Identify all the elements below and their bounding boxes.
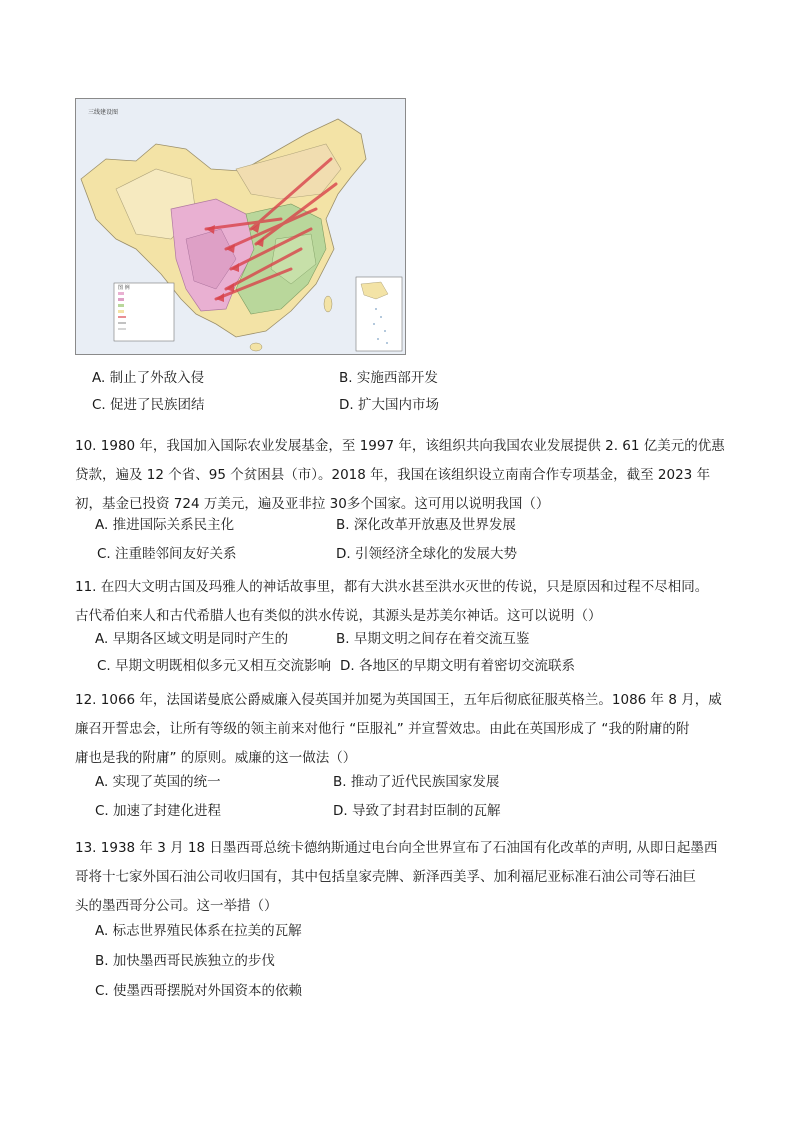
q9-option-d: D. 扩大国内市场 xyxy=(339,397,439,413)
q12-option-c: C. 加速了封建化进程 xyxy=(95,803,222,819)
map-title: 三线建设图 xyxy=(88,109,119,116)
q12-option-d: D. 导致了封君封臣制的瓦解 xyxy=(333,803,501,819)
q10-option-d: D. 引领经济全球化的发展大势 xyxy=(336,546,517,562)
q10-option-c: C. 注重睦邻间友好关系 xyxy=(97,546,237,562)
q12-option-b: B. 推动了近代民族国家发展 xyxy=(333,774,500,790)
q11-option-d: D. 各地区的早期文明有着密切交流联系 xyxy=(340,658,575,674)
q9-option-c: C. 促进了民族团结 xyxy=(92,397,205,413)
china-map-graphic xyxy=(76,99,406,355)
question-13-line-3: 头的墨西哥分公司。这一举措（） xyxy=(75,898,278,914)
q13-option-b: B. 加快墨西哥民族独立的步伐 xyxy=(95,953,275,969)
question-11-line-1: 11. 在四大文明古国及玛雅人的神话故事里，都有大洪水甚至洪水灭世的传说，只是原因和过程不尽相同。 xyxy=(75,579,709,595)
question-12-line-3: 庸也是我的附庸” 的原则。威廉的这一做法（） xyxy=(75,750,357,766)
q12-option-a: A. 实现了英国的统一 xyxy=(95,774,221,790)
question-10-line-3: 初，基金已投资 724 万美元，遍及亚非拉 30多个国家。这可用以说明我国（） xyxy=(75,496,550,512)
question-13-stem xyxy=(75,834,725,921)
question-10-line-1: 10. 1980 年，我国加入国际农业发展基金，至 1997 年，该组织共向我国农业发展提供 2. 61 亿美元的优惠 xyxy=(75,438,725,454)
question-10-line-2: 贷款，遍及 12 个省、95 个贫困县（市）。2018 年，我国在该组织设立南南合作专项基金，截至 2023 年 xyxy=(75,467,711,483)
question-10-stem xyxy=(75,432,725,519)
question-11-stem xyxy=(75,573,725,631)
question-13-line-2: 哥将十七家外国石油公司收归国有，其中包括皇家壳牌、新泽西美孚、加利福尼亚标准石油公司等石油巨 xyxy=(75,869,696,885)
q10-option-b: B. 深化改革开放惠及世界发展 xyxy=(336,517,516,533)
q11-option-a: A. 早期各区域文明是同时产生的 xyxy=(95,631,289,647)
q11-option-b: B. 早期文明之间存在着交流互鉴 xyxy=(336,631,530,647)
q13-option-c: C. 使墨西哥摆脱对外国资本的依赖 xyxy=(95,983,303,999)
q9-option-b: B. 实施西部开发 xyxy=(339,370,438,386)
question-11-line-2: 古代希伯来人和古代希腊人也有类似的洪水传说，其源头是苏美尔神话。这可以说明（） xyxy=(75,608,602,624)
question-12-stem xyxy=(75,686,725,773)
q11-option-c: C. 早期文明既相似多元又相互交流影响 xyxy=(97,658,332,674)
question-12-line-1: 12. 1066 年，法国诺曼底公爵威廉入侵英国并加冕为英国国王，五年后彻底征服英格兰。1086 年 8 月，威 xyxy=(75,692,722,708)
q10-option-a: A. 推进国际关系民主化 xyxy=(95,517,235,533)
question-13-line-1: 13. 1938 年 3 月 18 日墨西哥总统卡德纳斯通过电台向全世界宣布了石油国有化改革的声明, 从即日起墨西 xyxy=(75,840,718,856)
q9-option-a: A. 制止了外敌入侵 xyxy=(92,370,205,386)
question-12-line-2: 廉召开誓忠会，让所有等级的领主前来对他行 “臣服礼” 并宣誓效忠。由此在英国形成了 “我的附庸的附 xyxy=(75,721,690,737)
q13-option-a: A. 标志世界殖民体系在拉美的瓦解 xyxy=(95,923,302,939)
map-legend-title: 图 例 xyxy=(118,285,130,291)
third-front-map xyxy=(75,98,406,355)
